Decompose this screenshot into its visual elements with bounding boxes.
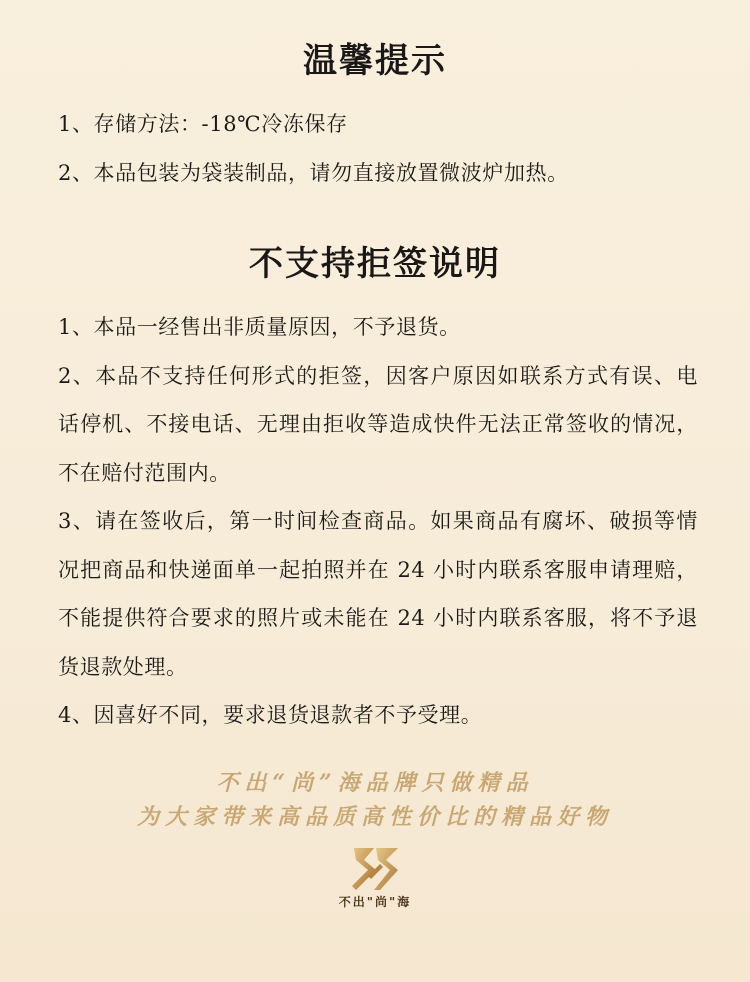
list-item: 4、因喜好不同，要求退货退款者不予受理。	[58, 703, 483, 727]
brand-slogan-line-1: 不出“尚”海品牌只做精品	[216, 770, 534, 796]
list-item: 1、本品一经售出非质量原因，不予退货。	[58, 315, 461, 339]
no-refusal-policy-title: 不支持拒签说明	[249, 244, 501, 284]
brand-slogan-line-2: 为大家带来高品质高性价比的精品好物	[136, 804, 613, 830]
list-item: 2、本品不支持任何形式的拒签，因客户原因如联系方式有误、电话停机、不接电话、无理由拒收等造成快件无法正常签收的情况，不在赔付范围内。	[58, 363, 698, 485]
list-item: 1、存储方法：-18℃冷冻保存	[58, 112, 348, 136]
warm-tips-title: 温馨提示	[303, 41, 447, 81]
warm-tips-list	[58, 100, 698, 197]
list-item: 3、请在签收后，第一时间检查商品。如果商品有腐坏、破损等情况把商品和快递面单一起拍照并在 24 小时内联系客服申请理赔，不能提供符合要求的照片或未能在 24 小时内联系客服，将不予退货退款处理。	[58, 509, 698, 679]
ss-monogram-logo-icon	[350, 846, 400, 892]
brand-name-text: 不出"尚"海	[338, 895, 412, 909]
no-refusal-policy-list	[58, 303, 698, 740]
list-item: 2、本品包装为袋装制品，请勿直接放置微波炉加热。	[58, 160, 569, 185]
